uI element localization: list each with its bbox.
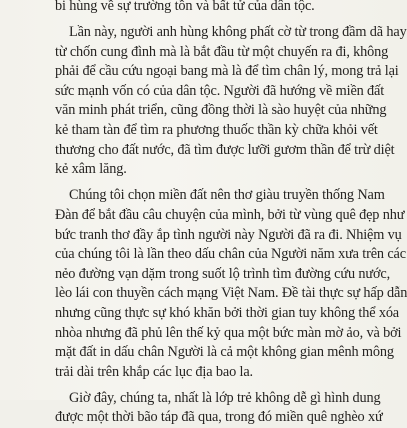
text-line: sức mạnh vốn có của dân tộc. Người đã hướng về miền đất bbox=[55, 82, 385, 99]
text-line: Lần này, người anh hùng không phất cờ từ trong đầm dã hay bbox=[69, 24, 407, 41]
text-line: phải để cầu cứu ngoại bang mà là để tìm chân lý, mong trả lại bbox=[55, 63, 399, 80]
text-line: kẻ xâm lăng. bbox=[55, 161, 127, 178]
text-line: văn minh phát triển, cũng đồng thời là sào huyệt của những bbox=[55, 102, 387, 119]
text-line: thương cho đất nước, đã tìm được lưỡi gươm thần để trừ diệt bbox=[55, 141, 395, 158]
text-line: Giờ đây, chúng ta, nhất là lớp trẻ không dễ gì hình dung bbox=[69, 389, 381, 406]
text-line: kẻ tham tàn để tìm ra phương thuốc thần kỳ chữa khỏi vết bbox=[55, 122, 378, 139]
text-line: mặt đất in dấu chân Người là cả một không gian mênh mông bbox=[55, 344, 394, 361]
body-text bbox=[55, 0, 407, 428]
paragraph-1 bbox=[55, 0, 373, 17]
paragraph-3 bbox=[55, 186, 407, 382]
paragraph-4 bbox=[55, 389, 383, 428]
text-line: nẻo đường vạn dặm trong suốt lộ trình tìm đường cứu nước, bbox=[55, 265, 390, 282]
text-line: trải dài trên khắp các lục địa bao la. bbox=[55, 363, 253, 380]
text-line: Đàn để bắt đầu câu chuyện của mình, bởi từ vùng quê đẹp như bbox=[55, 206, 405, 223]
text-line: Chúng tôi chọn miền đất nên thơ giàu truyền thống Nam bbox=[69, 187, 385, 204]
text-line: bức tranh thơ đầy ắp tình người này Người đã ra đi. Nhiệm vụ bbox=[55, 226, 402, 243]
text-line: được một thời bão táp đã qua, trong đó miền quê nghèo xứ bbox=[55, 409, 383, 426]
text-line: nhưng cũng thực sự khó khăn bởi thời gian tuy không thể xóa bbox=[55, 304, 400, 321]
text-line: bi hùng về sự trường tồn và bất tử của dân tộc. bbox=[55, 0, 315, 14]
text-line: lèo lái con thuyền cách mạng Việt Nam. Đề tài thực sự hấp dẫn bbox=[55, 285, 407, 302]
text-line: từ chốn cung đình mà là bắt đầu từ một chuyến ra đi, không bbox=[55, 43, 389, 60]
text-line: nhòa nhưng đã phủ lên thế kỷ qua một bức màn mờ ảo, và bởi bbox=[55, 324, 402, 341]
paragraph-2 bbox=[55, 23, 407, 180]
text-line: của chúng tôi là lần theo dấu chân của Người năm xưa trên các bbox=[55, 246, 406, 263]
